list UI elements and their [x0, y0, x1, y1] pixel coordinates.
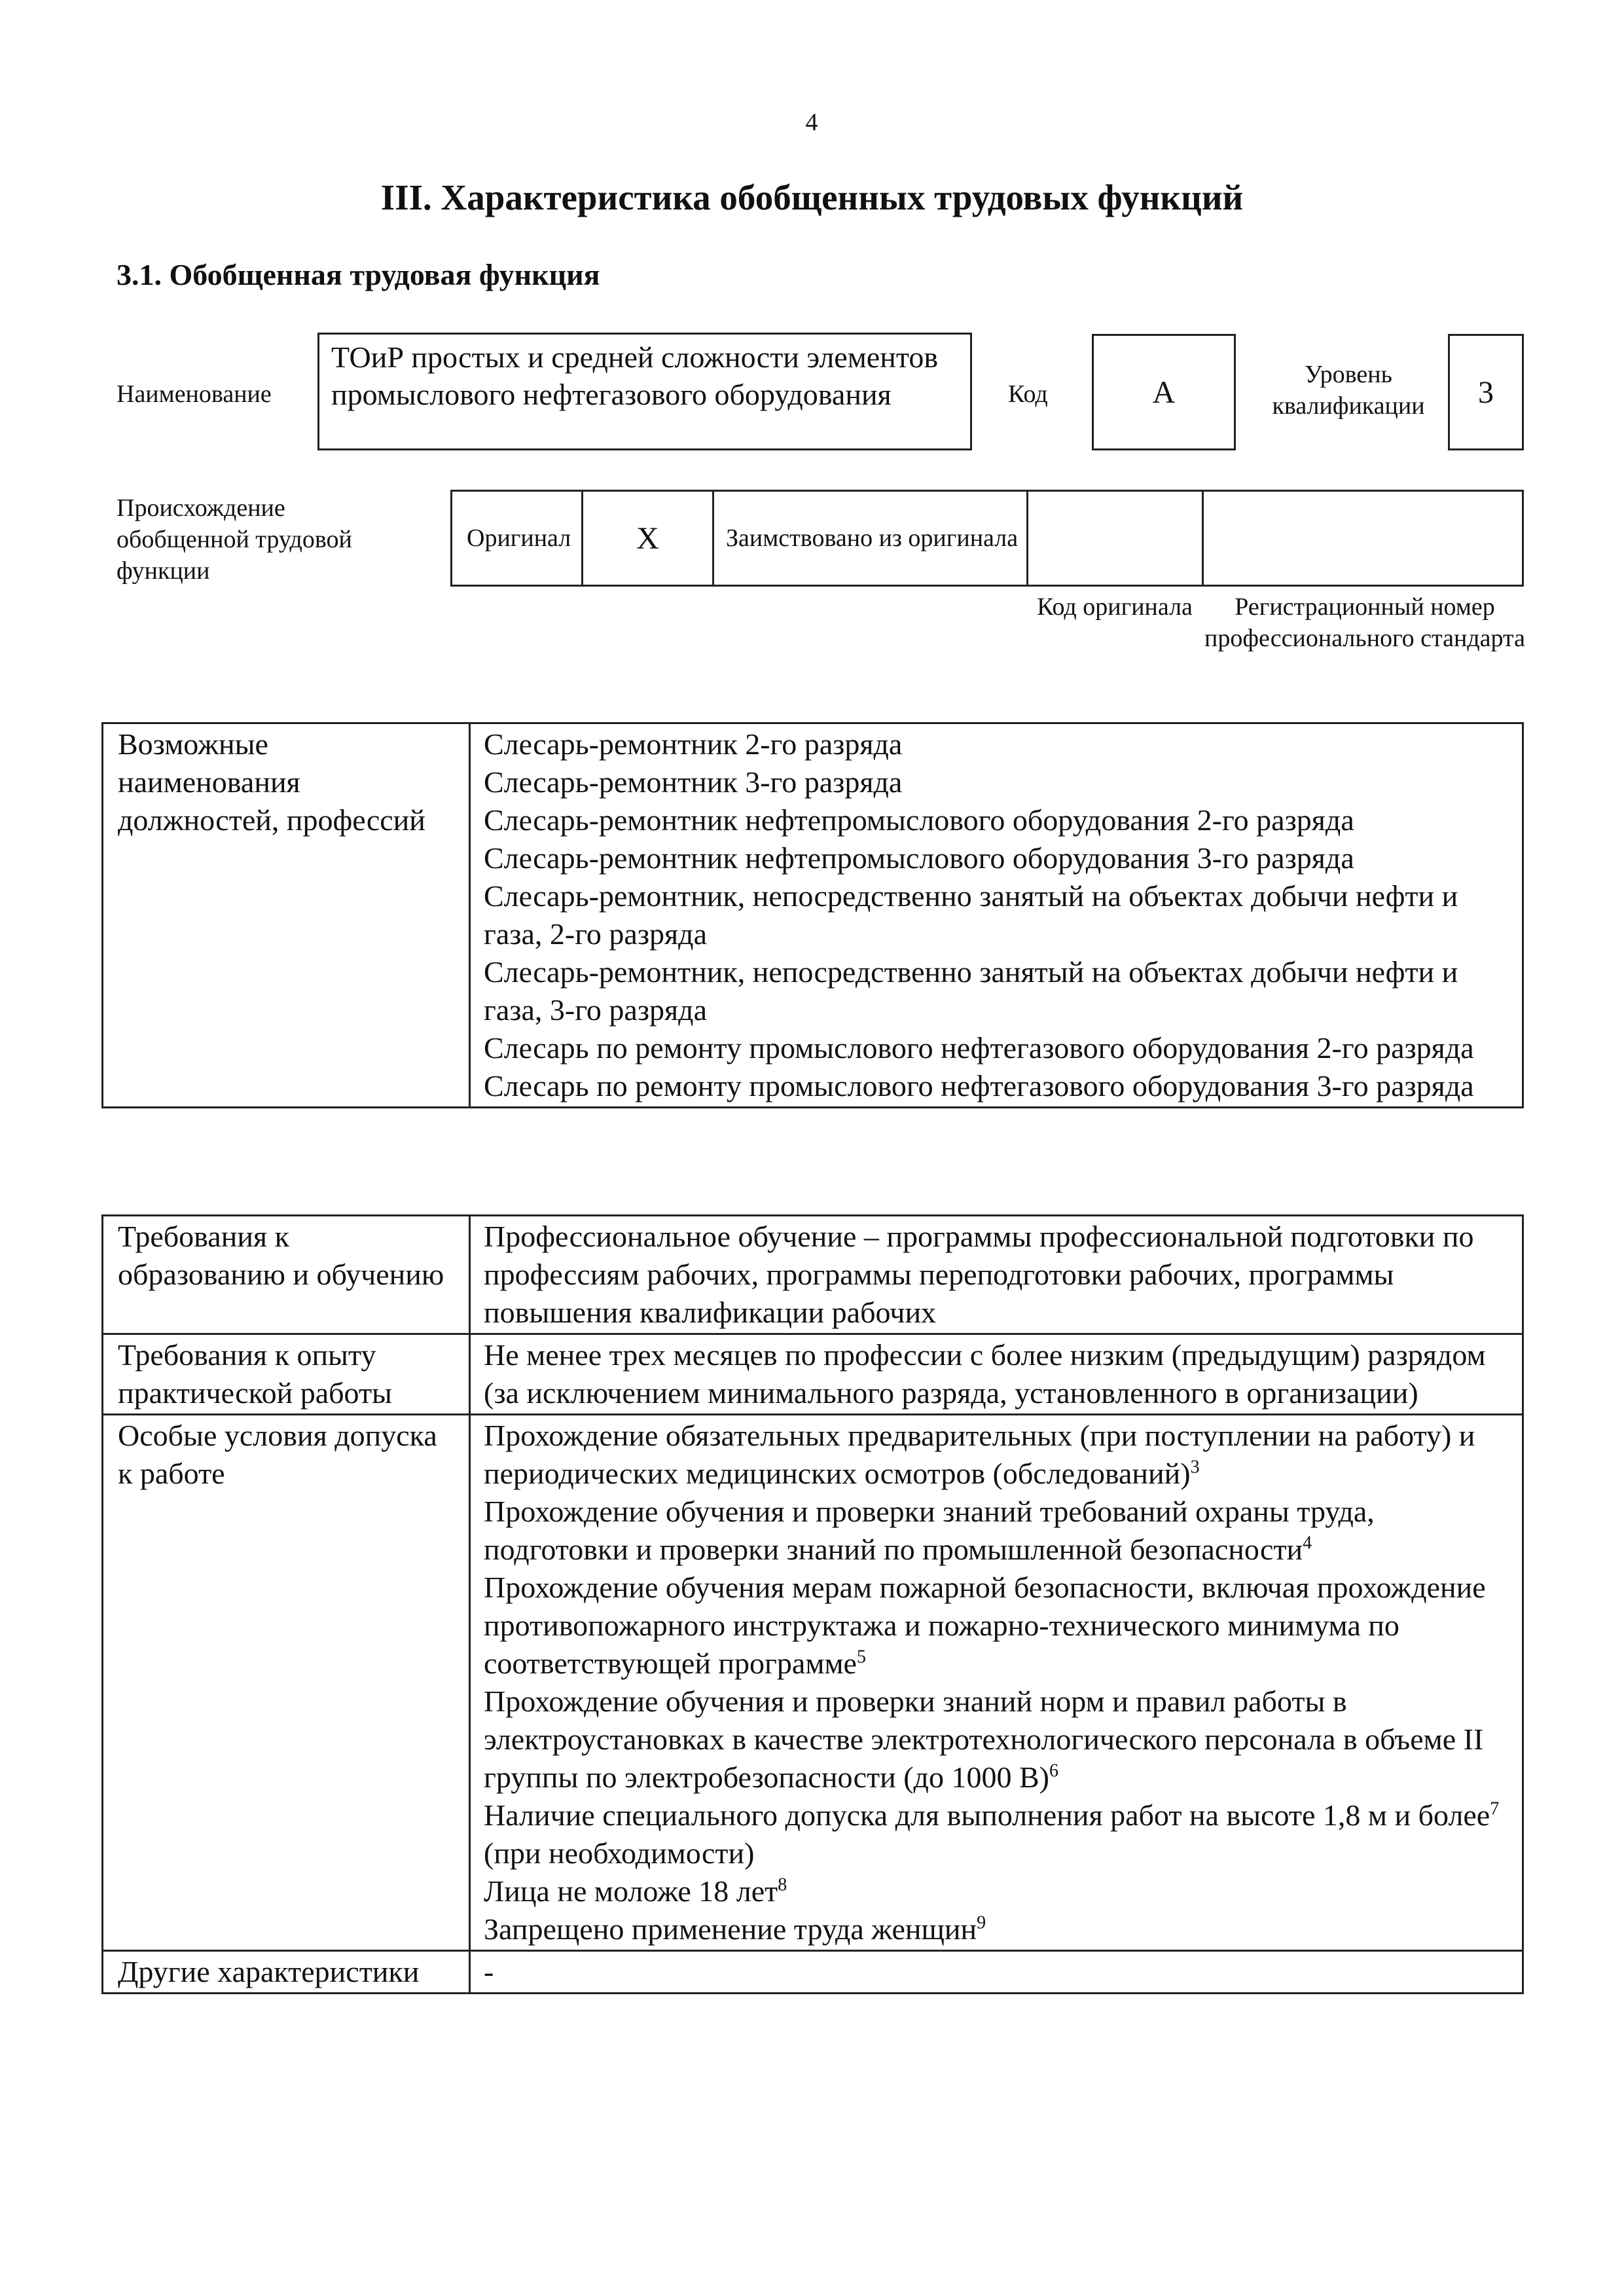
condition-text-after: (при необходимости) [484, 1836, 755, 1870]
list-item [484, 1493, 1511, 1569]
list-item [484, 1683, 1511, 1796]
name-label: Наименование [117, 380, 272, 408]
footnote-ref: 6 [1049, 1760, 1058, 1781]
footnote-ref: 4 [1303, 1533, 1312, 1554]
table-row [103, 1415, 1523, 1951]
code-original-cell [1028, 492, 1204, 585]
condition-text: Прохождение обучения мерам пожарной безопасности, включая прохождение противопожарного инструктажа и пожарно-технического минимума по соответствующей программе [484, 1571, 1486, 1680]
qualification-level-box: 3 [1448, 334, 1524, 450]
list-item: Слесарь-ремонтник нефтепромыслового оборудования 2-го разряда [484, 803, 1354, 837]
page-number: 4 [805, 109, 818, 136]
table-row [103, 1334, 1523, 1415]
list-item: Слесарь-ремонтник нефтепромыслового оборудования 3-го разряда [484, 841, 1354, 875]
original-mark-cell [583, 492, 714, 585]
origin-label: Происхождение обобщенной трудовой функции [117, 494, 352, 585]
list-item: Слесарь-ремонтник 3-го разряда [484, 765, 903, 799]
footnote-ref: 7 [1490, 1798, 1500, 1819]
table-row [103, 723, 1523, 1108]
experience-label: Требования к опыту практической работы [103, 1334, 470, 1415]
education-value: Профессиональное обучение – программы профессиональной подготовки по профессиям рабочих, программы переподготовки рабочих, программы повышения квалификации рабочих [470, 1216, 1523, 1334]
list-item [484, 1796, 1511, 1872]
experience-value: Не менее трех месяцев по профессии с более низким (предыдущим) разрядом (за исключением минимального разряда, установленного в организации) [470, 1334, 1523, 1415]
special-conditions-label: Особые условия допуска к работе [103, 1415, 470, 1951]
original-label: Оригинал [467, 524, 571, 552]
function-name-box: ТОиР простых и средней сложности элементов промыслового нефтегазового оборудования [317, 333, 972, 450]
footnote-ref: 3 [1190, 1457, 1200, 1478]
list-item [484, 1872, 1511, 1910]
footnote-ref: 8 [778, 1874, 787, 1895]
qualification-level-label: Уровень квалификации [1272, 361, 1425, 420]
condition-text: Прохождение обучения и проверки знаний норм и правил работы в электроустановках в качестве электротехнологического персонала в объеме II группы по электробезопасности (до 1000 В) [484, 1685, 1484, 1794]
other-value: - [470, 1951, 1523, 1994]
other-label: Другие характеристики [103, 1951, 470, 1994]
list-item: Слесарь по ремонту промыслового нефтегазового оборудования 3-го разряда [484, 1069, 1474, 1102]
positions-table [101, 722, 1524, 1108]
table-row [103, 1216, 1523, 1334]
condition-text: Запрещено применение труда женщин [484, 1912, 977, 1946]
footnote-ref: 9 [977, 1912, 986, 1933]
borrowed-label: Заимствовано из оригинала [726, 524, 1019, 552]
code-value-box: А [1092, 334, 1236, 450]
table-row [103, 1951, 1523, 1994]
footnote-ref: 5 [856, 1647, 866, 1667]
list-item [484, 1569, 1511, 1683]
origin-row [450, 490, 1524, 587]
list-item: Слесарь-ремонтник 2-го разряда [484, 727, 903, 761]
condition-text: Прохождение обучения и проверки знаний требований охраны труда, подготовки и проверки знаний по промышленной безопасности [484, 1495, 1375, 1566]
subsection-title: 3.1. Обобщенная трудовая функция [117, 258, 600, 291]
condition-text: Наличие специального допуска для выполнения работ на высоте 1,8 м и более [484, 1798, 1490, 1832]
positions-label: Возможные наименования должностей, профессий [103, 723, 470, 1108]
reg-number-caption: Регистрационный номер профессионального стандарта [1204, 593, 1525, 652]
list-item: Слесарь-ремонтник, непосредственно занятый на объектах добычи нефти и газа, 2-го разряда [484, 879, 1458, 951]
original-mark: X [636, 520, 659, 556]
list-item: Слесарь по ремонту промыслового нефтегазового оборудования 2-го разряда [484, 1031, 1474, 1065]
code-original-caption: Код оригинала [1037, 593, 1193, 621]
special-conditions-list [470, 1415, 1523, 1951]
condition-text: Прохождение обязательных предварительных (при поступлении на работу) и периодических медицинских осмотров (обследований) [484, 1419, 1475, 1490]
condition-text: Лица не моложе 18 лет [484, 1874, 778, 1908]
section-title: III. Характеристика обобщенных трудовых функций [380, 177, 1244, 217]
original-cell [452, 492, 583, 585]
positions-list [470, 723, 1523, 1108]
list-item [484, 1417, 1511, 1493]
education-label: Требования к образованию и обучению [103, 1216, 470, 1334]
borrowed-cell [714, 492, 1028, 585]
list-item [484, 1910, 1511, 1948]
requirements-table [101, 1214, 1524, 1994]
code-label: Код [1008, 380, 1048, 408]
list-item: Слесарь-ремонтник, непосредственно занятый на объектах добычи нефти и газа, 3-го разряда [484, 955, 1458, 1027]
reg-number-cell [1204, 492, 1522, 585]
